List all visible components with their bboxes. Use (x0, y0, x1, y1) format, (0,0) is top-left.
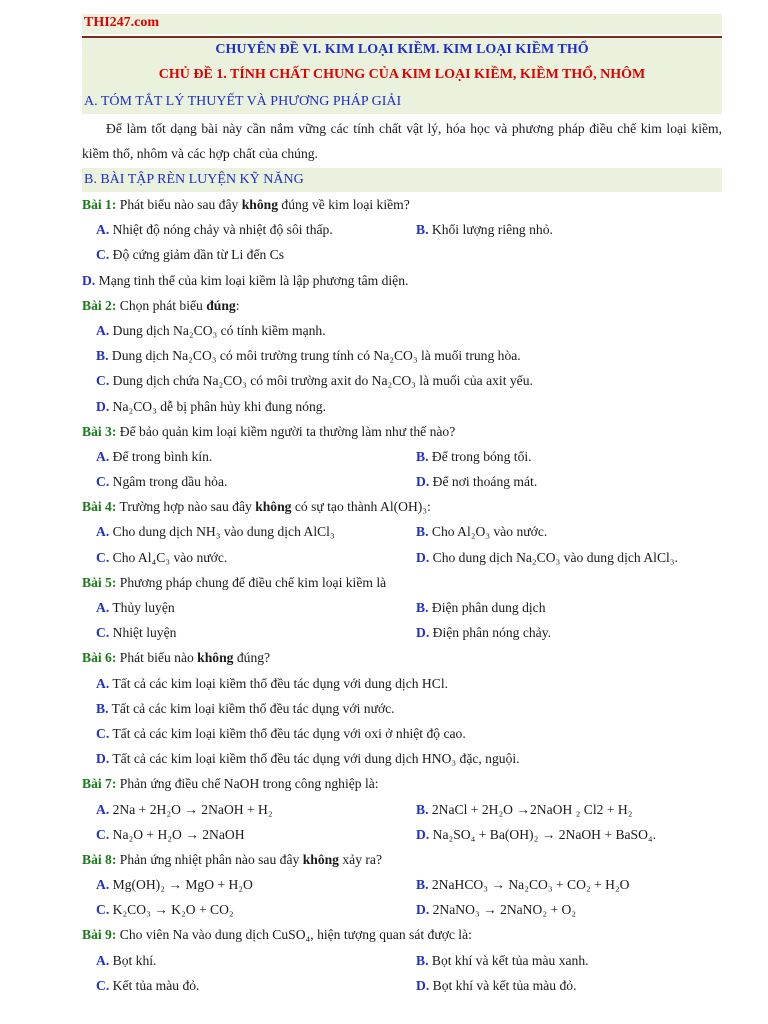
option-letter: B. (416, 952, 429, 968)
question-text: Phát biểu nào (116, 650, 198, 666)
section-a-paragraph: Để làm tốt dạng bài này cần nắm vững các tính chất vật lý, hóa học và phương pháp điều chế kim loại kiềm, kiềm thổ, nhôm và các hợp chất của chúng. (82, 121, 722, 161)
option-c[interactable]: Ngâm trong dầu hỏa. (112, 474, 228, 490)
subtopic-title: CHỦ ĐỀ 1. TÍNH CHẤT CHUNG CỦA KIM LOẠI KIỀM, KIỀM THỔ, NHÔM (158, 67, 646, 82)
option-letter: D. (96, 751, 110, 767)
option-letter: D. (416, 902, 430, 918)
option-letter: C. (96, 625, 110, 641)
option-letter: D. (416, 826, 430, 842)
option-a[interactable]: Để trong bình kín. (112, 448, 213, 464)
answer-row (82, 897, 722, 922)
question-text: Để bảo quản kim loại kiềm người ta thường làm như thế nào? (116, 423, 456, 439)
answer-row (82, 394, 722, 419)
option-a[interactable]: Bọt khí. (112, 952, 157, 968)
question-emphasis: không (241, 197, 278, 212)
option-d[interactable]: Cho dung dịch Na₂CO₃ vào dung dịch AlCl₃. (432, 549, 678, 565)
question-text: Phát biểu nào sau đây (116, 197, 242, 212)
option-b[interactable]: Bọt khí và kết tủa màu xanh. (431, 952, 589, 968)
option-d[interactable]: Bọt khí và kết tủa màu đỏ. (432, 977, 577, 993)
option-letter: C. (96, 247, 110, 263)
option-c[interactable]: Kết tủa màu đỏ. (112, 977, 200, 993)
option-letter: D. (96, 398, 110, 414)
option-d[interactable]: Để nơi thoáng mát. (432, 474, 538, 490)
question-text: Cho viên Na vào dung dịch CuSO₄, hiện tượng quan sát được là: (116, 927, 472, 943)
question-2 (82, 293, 722, 318)
answer-row (82, 696, 722, 721)
option-c[interactable]: Nhiệt luyện (112, 625, 177, 641)
question-emphasis: đúng (206, 297, 236, 313)
question-text: đúng? (233, 650, 271, 666)
option-d[interactable]: Na₂CO₃ dễ bị phân hủy khi đung nóng. (112, 398, 326, 414)
answer-row (82, 545, 722, 570)
option-c[interactable]: Cho Al₄C₃ vào nước. (112, 549, 228, 565)
header-band (82, 14, 722, 34)
option-letter: B. (416, 801, 429, 817)
option-letter: A. (96, 322, 110, 338)
question-text: : (235, 297, 240, 313)
question-label: Bài 9: (82, 927, 117, 943)
option-b[interactable]: Dung dịch Na₂CO₃ có môi trường trung tính có Na₂CO₃ là muối trung hòa. (111, 348, 521, 364)
option-letter: B. (416, 448, 429, 464)
option-c[interactable]: K₂CO₃ → K₂O + CO₂ (112, 902, 234, 918)
question-emphasis: không (197, 650, 234, 666)
option-letter: D. (82, 272, 96, 288)
option-letter: B. (416, 222, 429, 238)
option-letter: B. (96, 348, 109, 364)
option-letter: A. (96, 600, 110, 615)
answer-row (82, 469, 722, 494)
option-letter: C. (96, 725, 110, 741)
question-3 (82, 419, 722, 444)
question-9 (82, 922, 722, 947)
question-label: Bài 3: (82, 423, 117, 439)
answer-row (82, 268, 722, 293)
option-b[interactable]: Điện phân dung dịch (431, 600, 546, 615)
option-letter: A. (96, 675, 110, 691)
option-letter: C. (96, 549, 110, 565)
question-label: Bài 4: (82, 499, 117, 515)
question-text: Phản ứng điều chế NaOH trong công nghiệp là: (116, 776, 379, 792)
option-letter: B. (96, 700, 109, 716)
option-b[interactable]: Để trong bóng tối. (431, 448, 532, 464)
answer-row (82, 797, 722, 822)
option-b[interactable]: Tất cả các kim loại kiềm thổ đều tác dụng với nước. (111, 700, 395, 716)
option-b[interactable]: Cho Al₂O₃ vào nước. (431, 524, 548, 540)
section-a-heading: A. TÓM TẮT LÝ THUYẾT VÀ PHƯƠNG PHÁP GIẢI (82, 90, 722, 114)
topic-title: CHUYÊN ĐỀ VI. KIM LOẠI KIỀM. KIM LOẠI KIỀM THỔ (215, 42, 589, 57)
question-label: Bài 6: (82, 650, 117, 666)
option-a[interactable]: Dung dịch Na₂CO₃ có tính kiềm mạnh. (112, 322, 326, 338)
answer-row (82, 620, 722, 645)
question-7 (82, 771, 722, 796)
answer-row (82, 746, 722, 771)
option-d[interactable]: Na₂SO₄ + Ba(OH)₂ → 2NaOH + BaSO₄. (432, 826, 657, 842)
option-d[interactable]: 2NaNO₃ → 2NaNO₂ + O₂ (432, 902, 577, 918)
question-6 (82, 645, 722, 670)
option-c[interactable]: Tất cả các kim loại kiềm thổ đều tác dụng với oxi ở nhiệt độ cao. (112, 725, 466, 741)
question-4 (82, 494, 722, 519)
question-label: Bài 8: (82, 851, 117, 867)
answer-row (82, 368, 722, 393)
question-label: Bài 2: (82, 297, 117, 313)
question-1 (82, 192, 722, 217)
option-letter: C. (96, 977, 110, 993)
document-page (82, 14, 722, 998)
option-a[interactable]: Mg(OH)₂ → MgO + H₂O (112, 877, 253, 893)
question-text: Phản ứng nhiệt phân nào sau đây (116, 851, 303, 867)
question-text: đúng về kim loại kiềm? (278, 197, 410, 212)
answer-row (82, 595, 722, 620)
option-letter: C. (96, 474, 110, 490)
option-letter: C. (96, 373, 110, 389)
question-emphasis: không (255, 499, 292, 515)
section-b-heading: B. BÀI TẬP RÈN LUYỆN KỸ NĂNG (82, 168, 722, 192)
option-a[interactable]: Nhiệt độ nóng chảy và nhiệt độ sôi thấp. (112, 222, 333, 238)
answer-row (82, 671, 722, 696)
question-text: xảy ra? (338, 851, 383, 867)
option-a[interactable]: 2Na + 2H₂O → 2NaOH + H₂ (112, 801, 273, 817)
option-letter: B. (416, 600, 429, 615)
option-letter: A. (96, 877, 110, 893)
question-text: có sự tạo thành Al(OH)₃: (291, 499, 431, 515)
option-d[interactable]: Điện phân nóng chảy. (432, 625, 552, 641)
option-d[interactable]: Tất cả các kim loại kiềm thổ đều tác dụng với dung dịch HNO₃ đặc, nguội. (112, 751, 520, 767)
answer-row (82, 872, 722, 897)
answer-row (82, 948, 722, 973)
question-5 (82, 570, 722, 595)
answer-row (82, 519, 722, 544)
answer-row (82, 444, 722, 469)
option-b[interactable]: 2NaHCO₃ → Na₂CO₃ + CO₂ + H₂O (431, 877, 630, 893)
answer-row (82, 973, 722, 998)
option-c[interactable]: Độ cứng giảm dần từ Li đến Cs (112, 247, 285, 263)
option-letter: A. (96, 524, 110, 540)
question-text: Chọn phát biểu (116, 297, 207, 313)
option-letter: C. (96, 826, 110, 842)
option-letter: D. (416, 977, 430, 993)
question-label: Bài 1: (82, 197, 117, 212)
question-label: Bài 5: (82, 574, 117, 590)
option-b[interactable]: 2NaCl + 2H₂O →2NaOH ₂ Cl2 + H₂ (431, 801, 633, 817)
option-a[interactable]: Tất cả các kim loại kiềm thổ đều tác dụng với dung dịch HCl. (112, 675, 448, 691)
option-letter: B. (416, 877, 429, 893)
answer-row (82, 318, 722, 343)
option-letter: D. (416, 474, 430, 490)
title-band (82, 36, 722, 90)
answer-row (82, 822, 722, 847)
option-a[interactable]: Thủy luyện (112, 600, 175, 615)
question-label: Bài 7: (82, 776, 117, 792)
answer-row (82, 343, 722, 368)
question-text: Trường hợp nào sau đây (116, 499, 256, 515)
option-c[interactable]: Na₂O + H₂O → 2NaOH (112, 826, 245, 842)
question-text: Phương pháp chung để điều chế kim loại kiềm là (116, 574, 387, 590)
option-letter: D. (416, 625, 430, 641)
option-letter: C. (96, 902, 110, 918)
option-letter: A. (96, 952, 110, 968)
question-8 (82, 847, 722, 872)
answer-row (82, 242, 722, 267)
option-a[interactable]: Cho dung dịch NH₃ vào dung dịch AlCl₃ (112, 524, 335, 540)
answer-row (82, 217, 722, 242)
option-d[interactable]: Mạng tinh thể của kim loại kiềm là lập phương tâm diện. (98, 272, 409, 288)
option-letter: A. (96, 448, 110, 464)
option-letter: A. (96, 801, 110, 817)
option-letter: A. (96, 222, 110, 238)
option-b[interactable]: Khối lượng riêng nhỏ. (431, 222, 553, 238)
site-brand[interactable]: THI247.com (84, 15, 160, 30)
option-letter: D. (416, 549, 430, 565)
question-emphasis: không (302, 851, 339, 867)
answer-row (82, 721, 722, 746)
option-letter: B. (416, 524, 429, 540)
option-c[interactable]: Dung dịch chứa Na₂CO₃ có môi trường axit do Na₂CO₃ là muối của axit yếu. (112, 373, 533, 389)
